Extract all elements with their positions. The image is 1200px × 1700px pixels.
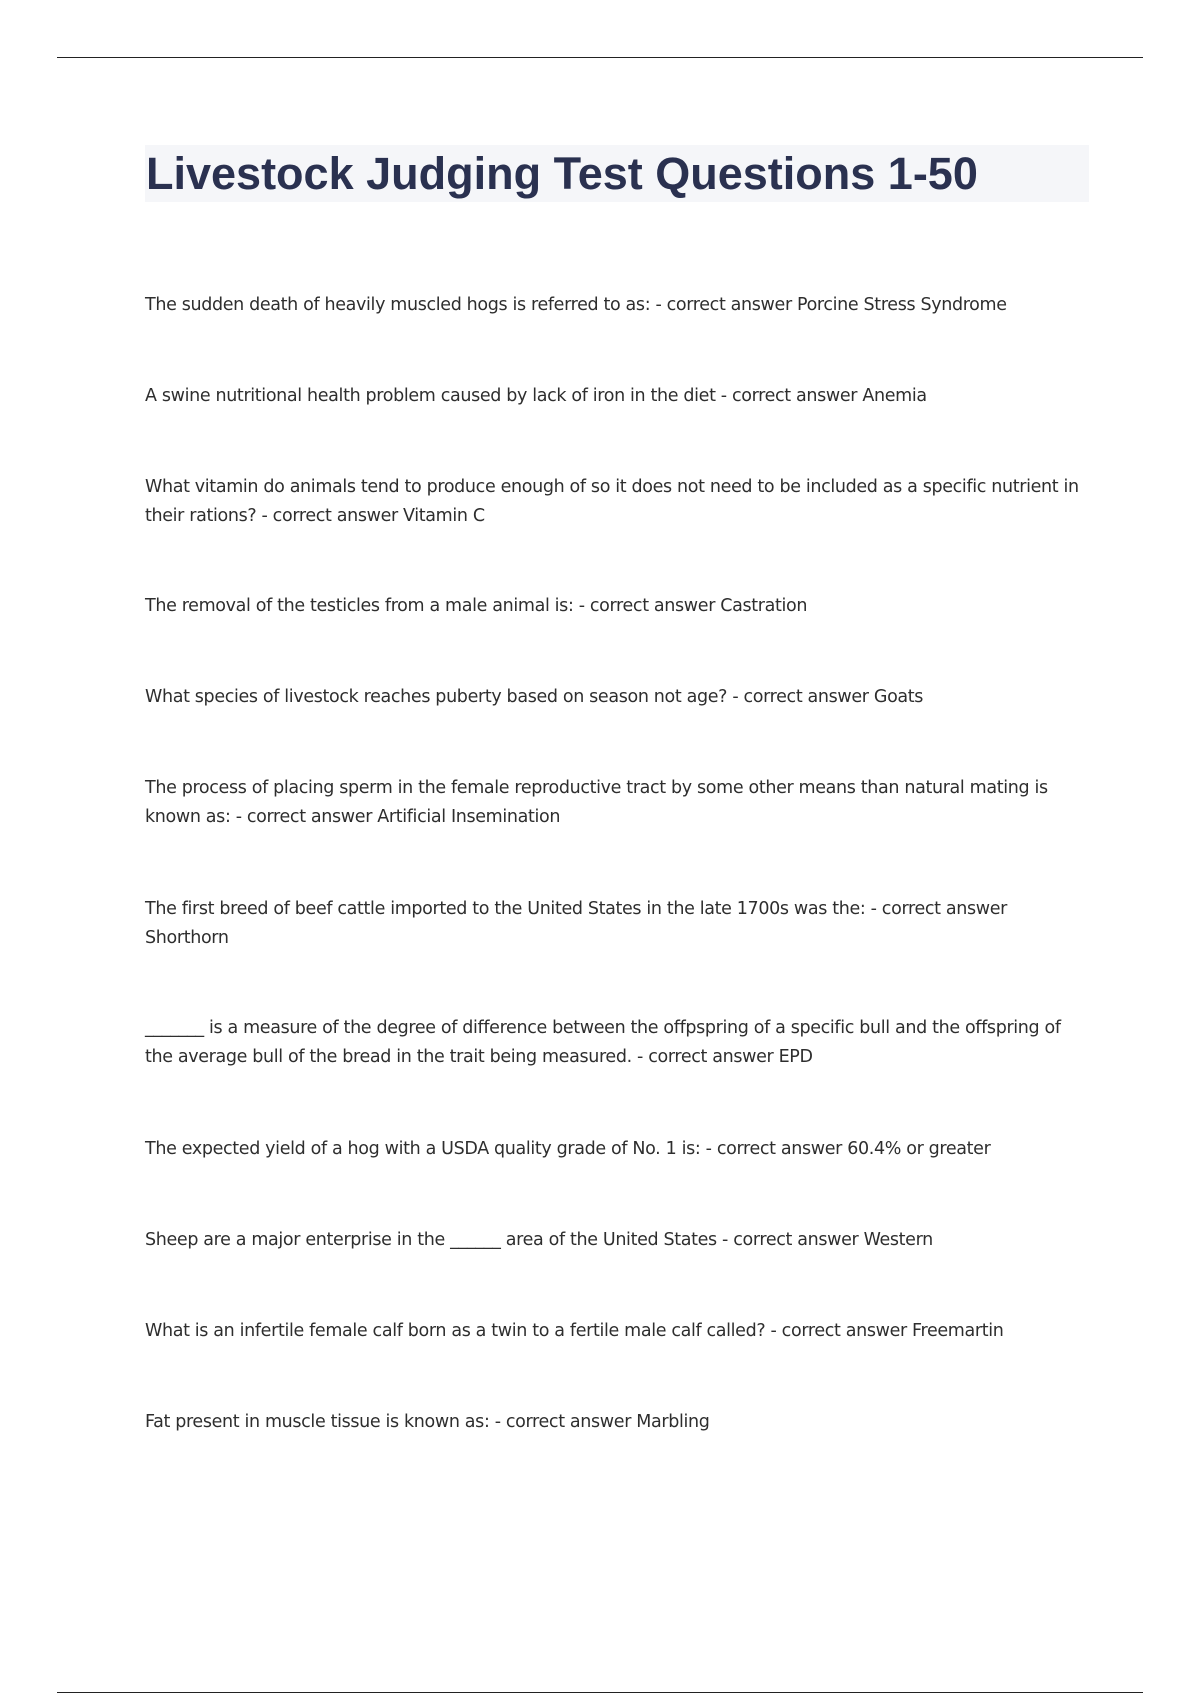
answer-text: Marbling xyxy=(636,1412,710,1432)
qa-item-4 xyxy=(145,592,1090,621)
document-title: Livestock Judging Test Questions 1-50 xyxy=(146,148,978,199)
question-text: _______ is a measure of the degree of difference between the offpspring of a specific bull and the offspring of the average bull of the bread in the trait being measured. xyxy=(145,1018,1061,1067)
answer-separator: - correct answer xyxy=(650,295,797,315)
question-text: A swine nutritional health problem caused by lack of iron in the diet xyxy=(145,386,716,406)
answer-separator: - correct answer xyxy=(865,899,1007,919)
top-rule xyxy=(57,57,1143,58)
answer-text: Western xyxy=(863,1230,933,1250)
qa-item-12 xyxy=(145,1408,1090,1437)
bottom-rule xyxy=(57,1692,1143,1693)
question-text: What species of livestock reaches puberty based on season not age? xyxy=(145,687,728,707)
qa-item-8 xyxy=(145,1014,1090,1072)
qa-item-7 xyxy=(145,895,1090,953)
answer-separator: - correct answer xyxy=(256,506,404,526)
qa-item-6 xyxy=(145,774,1090,832)
answer-separator: - correct answer xyxy=(765,1321,913,1341)
answer-separator: - correct answer xyxy=(489,1412,637,1432)
answer-text: Shorthorn xyxy=(145,928,229,948)
question-text: Sheep are a major enterprise in the ______ area of the United States xyxy=(145,1230,717,1250)
question-text: Fat present in muscle tissue is known as: xyxy=(145,1412,490,1432)
qa-item-10 xyxy=(145,1226,1090,1255)
qa-item-1 xyxy=(145,291,1090,320)
answer-text: Freemartin xyxy=(912,1321,1004,1341)
question-text: The removal of the testicles from a male animal is: xyxy=(145,596,574,616)
answer-text: Vitamin C xyxy=(403,506,485,526)
answer-text: Anemia xyxy=(862,386,927,406)
question-text: What is an infertile female calf born as a twin to a fertile male calf called? xyxy=(145,1321,766,1341)
question-text: The sudden death of heavily muscled hogs is referred to as: xyxy=(145,295,651,315)
answer-text: Porcine Stress Syndrome xyxy=(797,295,1007,315)
qa-item-3 xyxy=(145,473,1090,531)
answer-separator: - correct answer xyxy=(700,1139,848,1159)
question-text: The expected yield of a hog with a USDA quality grade of No. 1 is: xyxy=(145,1139,701,1159)
answer-separator: - correct answer xyxy=(573,596,721,616)
answer-separator: - correct answer xyxy=(727,687,874,707)
qa-item-5 xyxy=(145,683,1090,712)
qa-item-2 xyxy=(145,382,1090,411)
qa-item-11 xyxy=(145,1317,1090,1346)
answer-text: Goats xyxy=(873,687,924,707)
answer-text: 60.4% or greater xyxy=(847,1139,991,1159)
answer-separator: - correct answer xyxy=(716,1230,864,1250)
answer-text: Artificial Insemination xyxy=(377,807,561,827)
question-text: The first breed of beef cattle imported to the United States in the late 1700s was the: xyxy=(145,899,866,919)
answer-text: Castration xyxy=(720,596,808,616)
answer-text: EPD xyxy=(778,1047,813,1067)
question-text: What vitamin do animals tend to produce enough of so it does not need to be included as a specific nutrient in their rations? xyxy=(145,477,1079,526)
answer-separator: - correct answer xyxy=(631,1047,779,1067)
qa-item-9 xyxy=(145,1135,1090,1164)
answer-separator: - correct answer xyxy=(230,807,378,827)
question-text: The process of placing sperm in the female reproductive tract by some other means than natural mating is known as: xyxy=(145,778,1048,827)
answer-separator: - correct answer xyxy=(715,386,863,406)
